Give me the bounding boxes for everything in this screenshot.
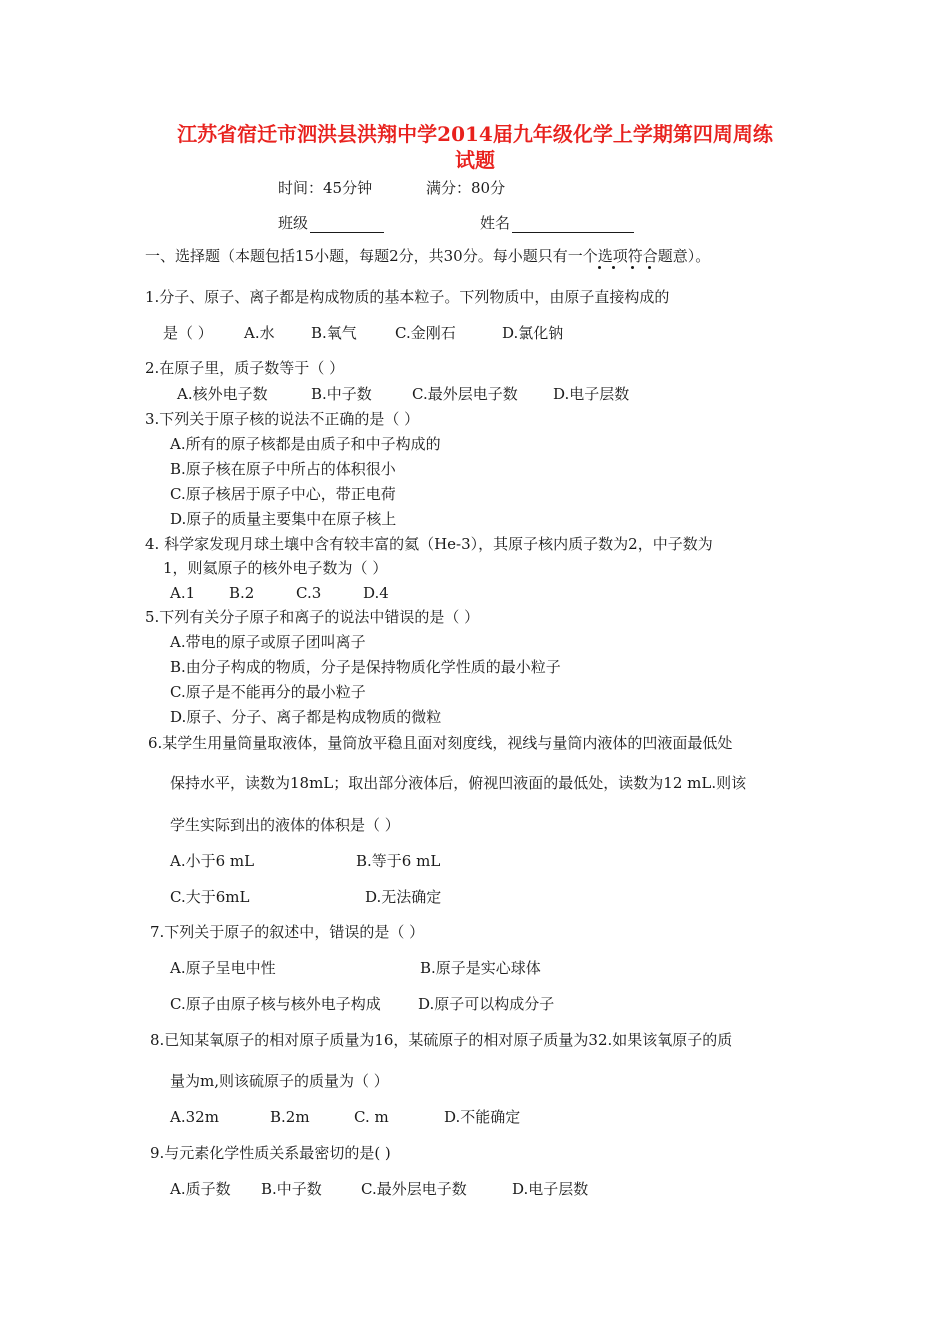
- question-5-option-c: C.原子是不能再分的最小粒子: [170, 683, 366, 701]
- time-info: 时间：45分钟: [278, 179, 373, 197]
- question-3-option-c: C.原子核居于原子中心，带正电荷: [170, 485, 396, 503]
- question-4-option-b: B.2: [229, 584, 255, 602]
- question-5-stem: 5.下列有关分子原子和离子的说法中错误的是（ ）: [145, 608, 480, 626]
- question-3-option-b: B.原子核在原子中所占的体积很小: [170, 460, 396, 478]
- question-9-option-a: A.质子数: [170, 1180, 231, 1198]
- class-field: [278, 213, 384, 233]
- question-2-option-c: C.最外层电子数: [412, 385, 518, 403]
- question-7-option-a: A.原子呈电中性: [170, 959, 276, 977]
- question-2-option-a: A.核外电子数: [177, 385, 268, 403]
- name-field: [480, 213, 634, 233]
- question-3-option-d: D.原子的质量主要集中在原子核上: [170, 510, 397, 528]
- question-3-option-a: A.所有的原子核都是由质子和中子构成的: [170, 435, 441, 453]
- question-6-stem-cont2: 学生实际到出的液体的体积是（ ）: [170, 816, 400, 834]
- question-6-stem-cont1: 保持水平，读数为18mL；取出部分液体后，俯视凹液面的最低处，读数为12 mL.则该: [170, 774, 747, 792]
- question-2-option-d: D.电子层数: [553, 385, 630, 403]
- question-1-stem: 1.分子、原子、离子都是构成物质的基本粒子。下列物质中，由原子直接构成的: [145, 288, 670, 306]
- question-4-option-d: D.4: [363, 584, 389, 602]
- score-info: 满分：80分: [426, 179, 506, 197]
- question-6-option-d: D.无法确定: [365, 888, 442, 906]
- question-5-option-a: A.带电的原子或原子团叫离子: [170, 633, 366, 651]
- question-8-option-a: A.32m: [170, 1108, 219, 1126]
- question-9-option-c: C.最外层电子数: [361, 1180, 467, 1198]
- question-2-stem: 2.在原子里，质子数等于（ ）: [145, 359, 345, 377]
- emphasis-dot: [598, 266, 601, 269]
- question-7-option-b: B.原子是实心球体: [420, 959, 541, 977]
- question-7-stem: 7.下列关于原子的叙述中，错误的是（ ）: [150, 923, 425, 941]
- question-6-stem: 6.某学生用量筒量取液体，量筒放平稳且面对刻度线，视线与量筒内液体的凹液面最低处: [148, 734, 733, 752]
- question-9-option-d: D.电子层数: [512, 1180, 589, 1198]
- question-4-option-c: C.3: [296, 584, 322, 602]
- question-1-stem-cont: 是（ ）: [163, 324, 213, 342]
- class-label: 班级: [278, 214, 309, 232]
- question-5-option-d: D.原子、分子、离子都是构成物质的微粒: [170, 708, 442, 726]
- question-8-stem: 8.已知某氧原子的相对原子质量为16，某硫原子的相对原子质量为32.如果该氧原子的质: [150, 1031, 733, 1049]
- question-1-option-d: D.氯化钠: [502, 324, 564, 342]
- name-label: 姓名: [480, 214, 511, 232]
- question-8-option-d: D.不能确定: [444, 1108, 521, 1126]
- question-8-option-b: B.2m: [270, 1108, 310, 1126]
- question-7-option-c: C.原子由原子核与核外电子构成: [170, 995, 381, 1013]
- question-8-option-c: C. m: [354, 1108, 389, 1126]
- section-heading: 一、选择题（本题包括15小题，每题2分，共30分。每小题只有一个选项符合题意）。: [145, 247, 711, 265]
- question-1-option-a: A.水: [244, 324, 275, 342]
- question-4-stem: 4. 科学家发现月球土壤中含有较丰富的氦（He-3），其原子核内质子数为2，中子数为: [145, 535, 713, 553]
- question-1-option-b: B.氧气: [311, 324, 357, 342]
- question-6-option-c: C.大于6mL: [170, 888, 250, 906]
- question-3-stem: 3.下列关于原子核的说法不正确的是（ ）: [145, 410, 420, 428]
- class-blank: [310, 216, 384, 233]
- emphasis-dot: [648, 266, 651, 269]
- question-7-option-d: D.原子可以构成分子: [418, 995, 555, 1013]
- question-5-option-b: B.由分子构成的物质，分子是保持物质化学性质的最小粒子: [170, 658, 561, 676]
- emphasis-dot: [631, 266, 634, 269]
- document-title-line2: 试题: [455, 148, 495, 172]
- question-6-option-b: B.等于6 mL: [356, 852, 441, 870]
- document-title-line1: 江苏省宿迁市泗洪县洪翔中学2014届九年级化学上学期第四周周练: [177, 122, 773, 146]
- question-4-stem-cont: 1，则氦原子的核外电子数为（ ）: [163, 559, 388, 577]
- question-2-option-b: B.中子数: [311, 385, 372, 403]
- name-blank: [512, 216, 634, 233]
- question-8-stem-cont: 量为m,则该硫原子的质量为（ ）: [170, 1072, 389, 1090]
- question-6-option-a: A.小于6 mL: [170, 852, 255, 870]
- question-4-option-a: A.1: [170, 584, 196, 602]
- emphasis-dot: [612, 266, 615, 269]
- question-1-option-c: C.金刚石: [395, 324, 456, 342]
- question-9-option-b: B.中子数: [261, 1180, 322, 1198]
- question-9-stem: 9.与元素化学性质关系最密切的是( ): [150, 1144, 391, 1162]
